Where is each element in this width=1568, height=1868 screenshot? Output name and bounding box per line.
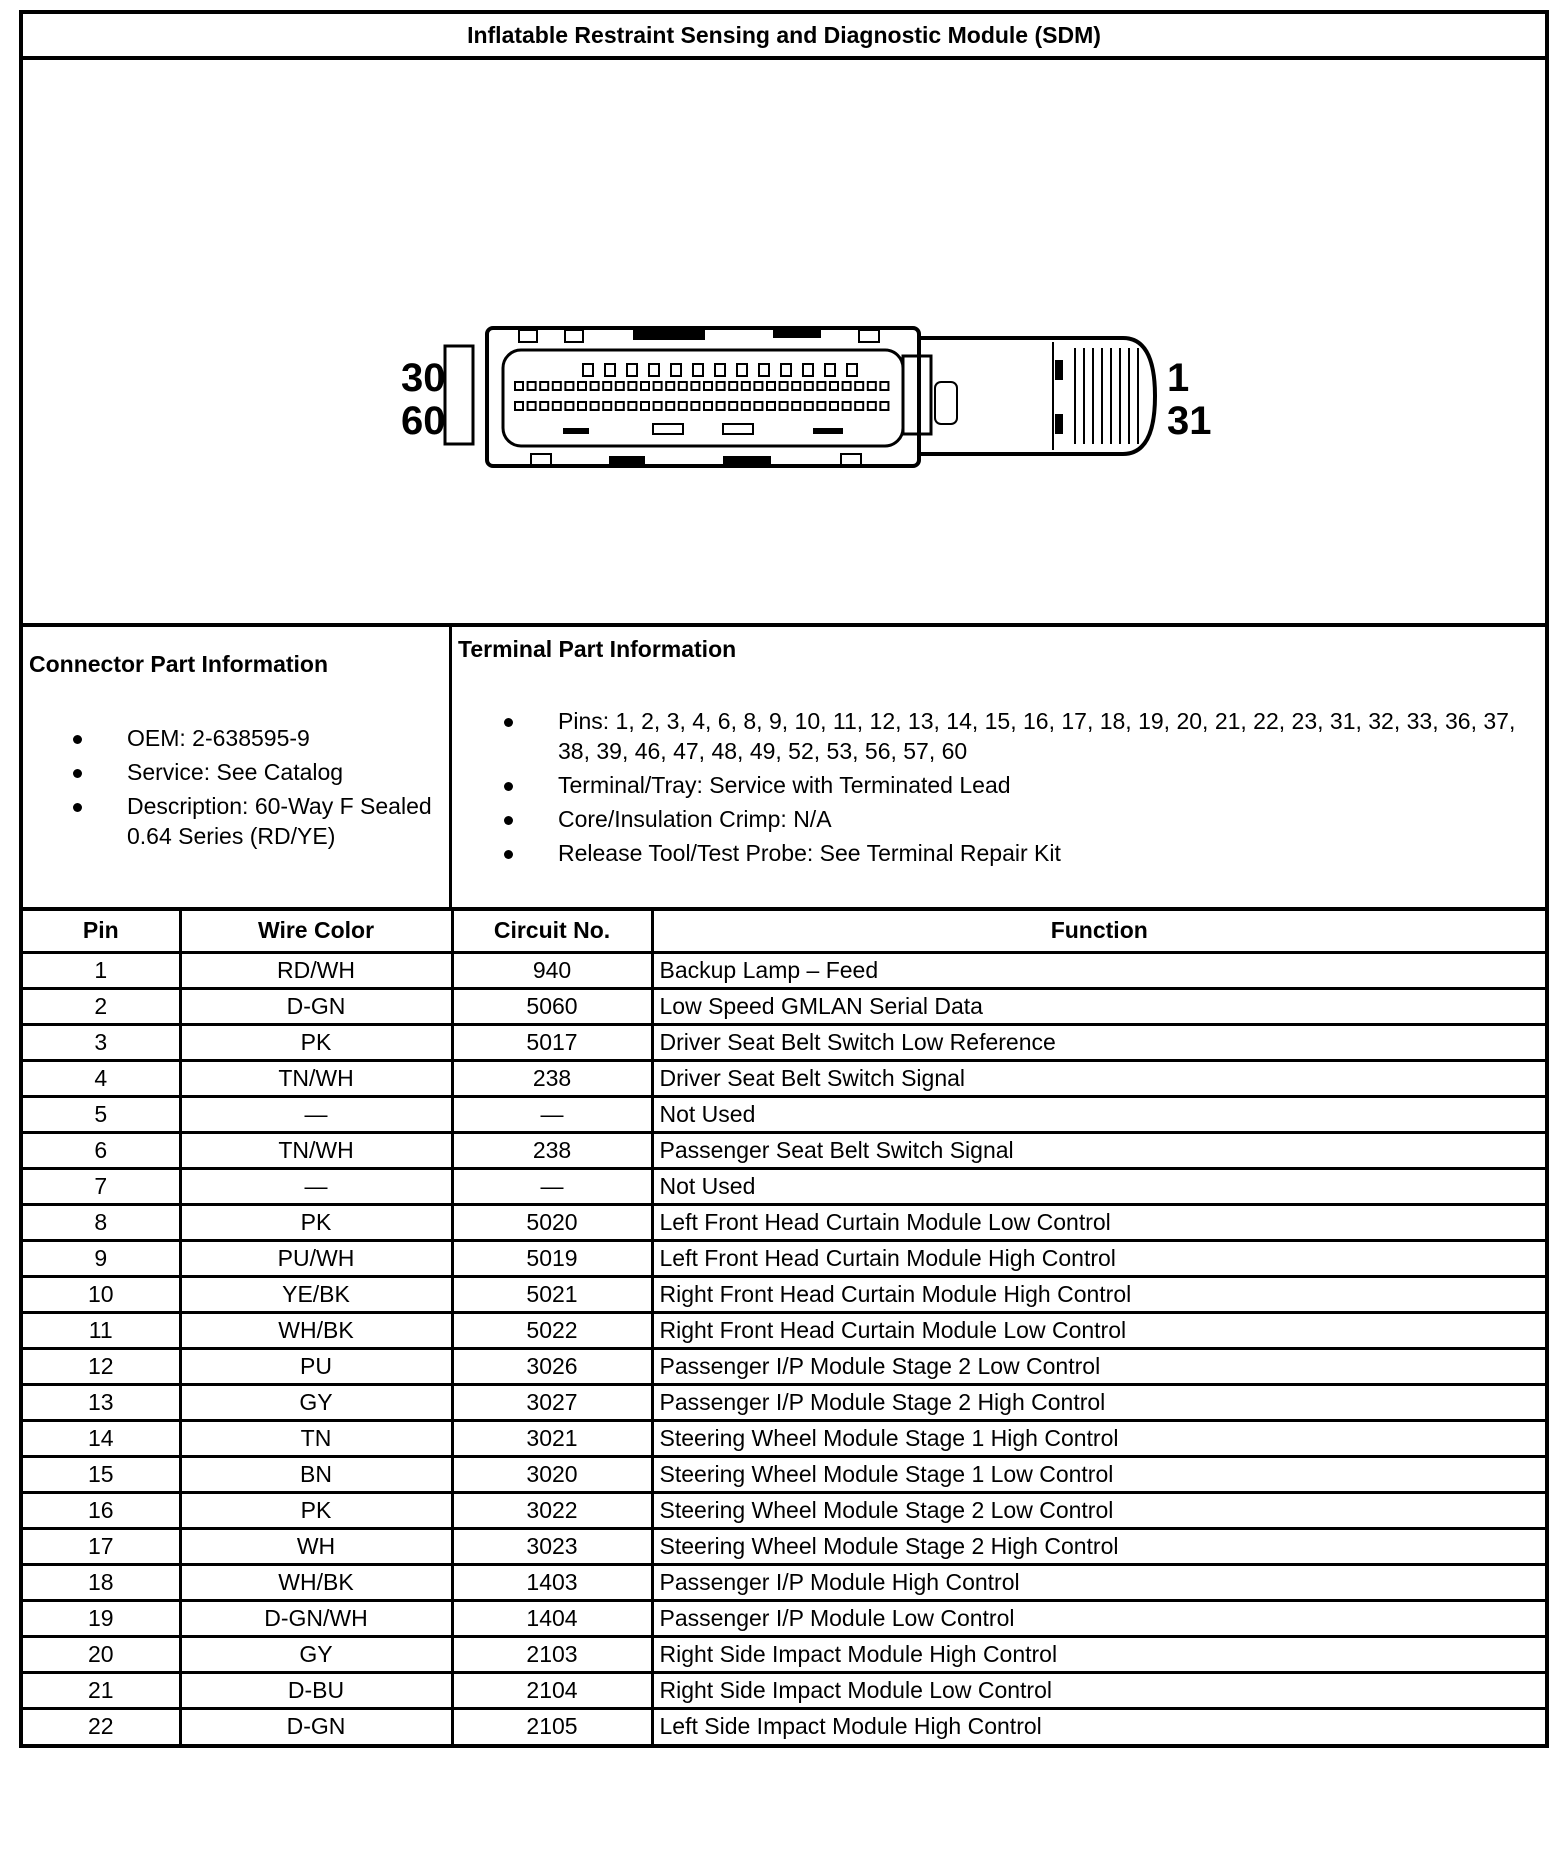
key-notch xyxy=(605,364,615,376)
list-item: Pins: 1, 2, 3, 4, 6, 8, 9, 10, 11, 12, 13, 14, 15, 16, 17, 18, 19, 20, 21, 22, 23, 31, 32, 33, 36, 37, 38, 39, 46, 47, 48, 49, 52, 53, 56, 57, 60 xyxy=(504,706,1544,766)
cell-pin: 21 xyxy=(23,1672,180,1708)
table-row xyxy=(23,1060,1545,1096)
pin-cavity-bottom xyxy=(515,402,523,410)
pin-cavity-top xyxy=(742,382,750,390)
list-item: Description: 60-Way F Sealed 0.64 Series (RD/YE) xyxy=(73,791,443,851)
key-notch xyxy=(649,364,659,376)
pin-cavity-top xyxy=(540,382,548,390)
table-row xyxy=(23,1096,1545,1132)
cell-function: Steering Wheel Module Stage 1 High Control xyxy=(652,1420,1545,1456)
terminal-part-info-heading: Terminal Part Information xyxy=(458,636,737,662)
cell-circuit-no: 3020 xyxy=(452,1456,652,1492)
table-row xyxy=(23,1672,1545,1708)
cell-pin: 1 xyxy=(23,952,180,988)
table-row xyxy=(23,1024,1545,1060)
pin-cavity-top xyxy=(754,382,762,390)
cell-wire-color: PU xyxy=(180,1348,452,1384)
cell-circuit-no: 940 xyxy=(452,952,652,988)
pin-cavity-bottom xyxy=(729,402,737,410)
cell-wire-color: GY xyxy=(180,1384,452,1420)
terminal-part-info-list xyxy=(504,706,1544,872)
cell-pin: 22 xyxy=(23,1708,180,1744)
table-row xyxy=(23,1600,1545,1636)
bullet-icon xyxy=(504,718,513,727)
cell-pin: 7 xyxy=(23,1168,180,1204)
part-information xyxy=(23,627,1545,911)
key-slot xyxy=(563,428,589,434)
key-notch xyxy=(803,364,813,376)
pin-cavity-bottom xyxy=(855,402,863,410)
cell-function: Right Side Impact Module Low Control xyxy=(652,1672,1545,1708)
pin-cavity-bottom xyxy=(754,402,762,410)
connector-end-view-sheet xyxy=(19,10,1549,1748)
cell-circuit-no: 3022 xyxy=(452,1492,652,1528)
cell-function: Not Used xyxy=(652,1168,1545,1204)
cell-function: Passenger I/P Module High Control xyxy=(652,1564,1545,1600)
pinout-table xyxy=(23,911,1545,1744)
pin-cavity-bottom xyxy=(691,402,699,410)
pin-cavity-bottom xyxy=(679,402,687,410)
cell-wire-color: BN xyxy=(180,1456,452,1492)
pin-row-1-30 xyxy=(515,364,888,390)
pin-cavity-bottom xyxy=(767,402,775,410)
table-row xyxy=(23,1168,1545,1204)
cell-wire-color: TN xyxy=(180,1420,452,1456)
cell-wire-color: D-BU xyxy=(180,1672,452,1708)
table-row xyxy=(23,1348,1545,1384)
cell-circuit-no: 3023 xyxy=(452,1528,652,1564)
table-row xyxy=(23,1564,1545,1600)
list-item: Service: See Catalog xyxy=(73,757,443,787)
housing-tab xyxy=(519,330,537,342)
column-header-function: Function xyxy=(652,911,1545,952)
cell-pin: 13 xyxy=(23,1384,180,1420)
cell-pin: 16 xyxy=(23,1492,180,1528)
housing-tab xyxy=(565,330,583,342)
pin-cavity-top xyxy=(628,382,636,390)
cell-circuit-no: 5017 xyxy=(452,1024,652,1060)
cell-pin: 3 xyxy=(23,1024,180,1060)
pin-cavity-bottom xyxy=(628,402,636,410)
table-row xyxy=(23,952,1545,988)
pin-cavity-top xyxy=(855,382,863,390)
cell-function: Passenger I/P Module Stage 2 High Control xyxy=(652,1384,1545,1420)
cell-circuit-no: 238 xyxy=(452,1060,652,1096)
housing-tab xyxy=(773,330,821,338)
cell-function: Left Front Head Curtain Module Low Control xyxy=(652,1204,1545,1240)
cell-wire-color: WH/BK xyxy=(180,1312,452,1348)
label-pin-1: 1 xyxy=(1167,356,1190,400)
pin-cavity-top xyxy=(880,382,888,390)
list-item: Terminal/Tray: Service with Terminated Lead xyxy=(504,770,1544,800)
cell-wire-color: D-GN xyxy=(180,1708,452,1744)
housing-tab xyxy=(859,330,879,342)
column-header-circuit-no: Circuit No. xyxy=(452,911,652,952)
table-row xyxy=(23,1204,1545,1240)
cell-pin: 8 xyxy=(23,1204,180,1240)
cell-wire-color: WH/BK xyxy=(180,1564,452,1600)
pin-cavity-top xyxy=(679,382,687,390)
pin-cavity-bottom xyxy=(717,402,725,410)
pin-cavity-bottom xyxy=(578,402,586,410)
list-item: OEM: 2-638595-9 xyxy=(73,723,443,753)
table-row xyxy=(23,1384,1545,1420)
side-lock xyxy=(935,382,957,424)
bullet-icon xyxy=(504,850,513,859)
pin-cavity-top xyxy=(515,382,523,390)
key-slot xyxy=(653,424,683,434)
cell-circuit-no: — xyxy=(452,1096,652,1132)
cpa-nub xyxy=(1055,360,1063,380)
cell-wire-color: YE/BK xyxy=(180,1276,452,1312)
bullet-icon xyxy=(73,735,82,744)
pin-cavity-top xyxy=(603,382,611,390)
pin-cavity-bottom xyxy=(603,402,611,410)
cell-function: Low Speed GMLAN Serial Data xyxy=(652,988,1545,1024)
page-title: Inflatable Restraint Sensing and Diagnostic Module (SDM) xyxy=(23,14,1545,60)
cpa-ribs xyxy=(1075,348,1138,444)
bullet-icon xyxy=(73,769,82,778)
terminal-part-info xyxy=(452,627,1545,907)
pin-cavity-top xyxy=(591,382,599,390)
cell-pin: 19 xyxy=(23,1600,180,1636)
cell-function: Right Front Head Curtain Module Low Control xyxy=(652,1312,1545,1348)
cell-wire-color: WH xyxy=(180,1528,452,1564)
table-row xyxy=(23,1456,1545,1492)
cell-circuit-no: 3027 xyxy=(452,1384,652,1420)
cell-function: Steering Wheel Module Stage 2 Low Control xyxy=(652,1492,1545,1528)
table-header-row xyxy=(23,911,1545,952)
cell-wire-color: PK xyxy=(180,1024,452,1060)
pin-row-31-60 xyxy=(515,402,888,410)
cell-circuit-no: 238 xyxy=(452,1132,652,1168)
pinout-table-body xyxy=(23,952,1545,1744)
cell-function: Passenger I/P Module Stage 2 Low Control xyxy=(652,1348,1545,1384)
cell-circuit-no: — xyxy=(452,1168,652,1204)
key-notch xyxy=(847,364,857,376)
pin-cavity-top xyxy=(565,382,573,390)
cell-pin: 2 xyxy=(23,988,180,1024)
table-row xyxy=(23,1276,1545,1312)
pin-cavity-top xyxy=(830,382,838,390)
pin-cavity-bottom xyxy=(792,402,800,410)
connector-part-info-list xyxy=(73,723,443,855)
pin-cavity-top xyxy=(843,382,851,390)
pin-cavity-bottom xyxy=(654,402,662,410)
cell-pin: 14 xyxy=(23,1420,180,1456)
connector-part-info-heading: Connector Part Information xyxy=(29,651,329,677)
cell-circuit-no: 1404 xyxy=(452,1600,652,1636)
cell-circuit-no: 3021 xyxy=(452,1420,652,1456)
pin-cavity-top xyxy=(691,382,699,390)
connector-drawing xyxy=(23,60,1545,623)
cell-circuit-no: 5019 xyxy=(452,1240,652,1276)
column-header-wire-color: Wire Color xyxy=(180,911,452,952)
pin-cavity-top xyxy=(654,382,662,390)
pin-cavity-top xyxy=(792,382,800,390)
cell-function: Backup Lamp – Feed xyxy=(652,952,1545,988)
cell-pin: 17 xyxy=(23,1528,180,1564)
cell-wire-color: PK xyxy=(180,1492,452,1528)
key-notch xyxy=(671,364,681,376)
column-header-pin: Pin xyxy=(23,911,180,952)
cell-circuit-no: 2103 xyxy=(452,1636,652,1672)
cell-wire-color: D-GN/WH xyxy=(180,1600,452,1636)
pin-cavity-bottom xyxy=(868,402,876,410)
pin-cavity-bottom xyxy=(666,402,674,410)
pin-cavity-top xyxy=(578,382,586,390)
cell-pin: 6 xyxy=(23,1132,180,1168)
cell-wire-color: TN/WH xyxy=(180,1132,452,1168)
pin-cavity-top xyxy=(868,382,876,390)
table-row xyxy=(23,988,1545,1024)
cell-pin: 5 xyxy=(23,1096,180,1132)
bullet-icon xyxy=(504,816,513,825)
pin-cavity-top xyxy=(767,382,775,390)
label-pin-31: 31 xyxy=(1167,399,1212,443)
pin-cavity-bottom xyxy=(742,402,750,410)
cell-pin: 10 xyxy=(23,1276,180,1312)
pin-cavity-bottom xyxy=(528,402,536,410)
pin-cavity-bottom xyxy=(540,402,548,410)
pin-cavity-bottom xyxy=(805,402,813,410)
bullet-icon xyxy=(504,782,513,791)
cell-pin: 4 xyxy=(23,1060,180,1096)
cell-function: Right Side Impact Module High Control xyxy=(652,1636,1545,1672)
table-row xyxy=(23,1240,1545,1276)
pin-cavity-bottom xyxy=(830,402,838,410)
pin-cavity-bottom xyxy=(616,402,624,410)
pin-cavity-top xyxy=(729,382,737,390)
cell-wire-color: — xyxy=(180,1096,452,1132)
pin-cavity-top xyxy=(528,382,536,390)
cell-pin: 15 xyxy=(23,1456,180,1492)
key-notch xyxy=(627,364,637,376)
cell-pin: 11 xyxy=(23,1312,180,1348)
list-item: Core/Insulation Crimp: N/A xyxy=(504,804,1544,834)
pin-cavity-top xyxy=(704,382,712,390)
table-row xyxy=(23,1708,1545,1744)
pin-cavity-bottom xyxy=(553,402,561,410)
cell-function: Steering Wheel Module Stage 2 High Control xyxy=(652,1528,1545,1564)
table-row xyxy=(23,1312,1545,1348)
cell-wire-color: D-GN xyxy=(180,988,452,1024)
pin-cavity-top xyxy=(817,382,825,390)
cell-circuit-no: 5060 xyxy=(452,988,652,1024)
connector-part-info xyxy=(23,627,452,907)
cell-circuit-no: 3026 xyxy=(452,1348,652,1384)
pin-cavity-bottom xyxy=(704,402,712,410)
cell-circuit-no: 5021 xyxy=(452,1276,652,1312)
housing-tab xyxy=(723,456,771,464)
key-slot xyxy=(813,428,843,434)
pin-cavity-top xyxy=(553,382,561,390)
pin-cavity-bottom xyxy=(641,402,649,410)
table-row xyxy=(23,1420,1545,1456)
pin-cavity-bottom xyxy=(817,402,825,410)
bullet-icon xyxy=(73,803,82,812)
cell-function: Left Side Impact Module High Control xyxy=(659,1713,1042,1740)
label-pin-30: 30 xyxy=(401,356,446,400)
pin-cavity-bottom xyxy=(591,402,599,410)
table-row xyxy=(23,1636,1545,1672)
cell-function: Right Front Head Curtain Module High Control xyxy=(652,1276,1545,1312)
key-notch xyxy=(825,364,835,376)
key-notch xyxy=(583,364,593,376)
key-notch xyxy=(759,364,769,376)
label-pin-60: 60 xyxy=(401,399,446,443)
cell-pin: 12 xyxy=(23,1348,180,1384)
key-notch xyxy=(715,364,725,376)
cell-function: Driver Seat Belt Switch Low Reference xyxy=(652,1024,1545,1060)
cell-function: Left Front Head Curtain Module High Control xyxy=(652,1240,1545,1276)
cell-wire-color: PU/WH xyxy=(180,1240,452,1276)
pin-cavity-top xyxy=(641,382,649,390)
cell-function: Passenger Seat Belt Switch Signal xyxy=(652,1132,1545,1168)
pin-cavity-top xyxy=(805,382,813,390)
housing-tab xyxy=(609,456,645,464)
pin-cavity-top xyxy=(666,382,674,390)
pin-cavity-bottom xyxy=(880,402,888,410)
list-item: Release Tool/Test Probe: See Terminal Repair Kit xyxy=(504,838,1544,868)
cell-circuit-no: 2105 xyxy=(452,1708,652,1744)
table-row xyxy=(23,1132,1545,1168)
pin-cavity-bottom xyxy=(565,402,573,410)
left-latch xyxy=(445,346,473,444)
cell-circuit-no: 2104 xyxy=(452,1672,652,1708)
housing-tab xyxy=(633,330,705,340)
key-slot xyxy=(723,424,753,434)
pin-cavity-top xyxy=(780,382,788,390)
pin-cavity-bottom xyxy=(780,402,788,410)
cell-wire-color: TN/WH xyxy=(180,1060,452,1096)
table-row xyxy=(23,1492,1545,1528)
cpa-nub xyxy=(1055,414,1063,434)
pin-cavity-top xyxy=(717,382,725,390)
table-row xyxy=(23,1528,1545,1564)
cell-pin: 18 xyxy=(23,1564,180,1600)
pin-cavity-bottom xyxy=(843,402,851,410)
cell-circuit-no: 1403 xyxy=(452,1564,652,1600)
cell-function: Steering Wheel Module Stage 1 Low Control xyxy=(652,1456,1545,1492)
cell-function: Driver Seat Belt Switch Signal xyxy=(652,1060,1545,1096)
pin-cavity-top xyxy=(616,382,624,390)
key-notch xyxy=(693,364,703,376)
cell-wire-color: RD/WH xyxy=(180,952,452,988)
cell-circuit-no: 5020 xyxy=(452,1204,652,1240)
cell-wire-color: GY xyxy=(180,1636,452,1672)
cell-pin: 9 xyxy=(23,1240,180,1276)
key-notch xyxy=(737,364,747,376)
connector-diagram xyxy=(23,60,1545,627)
key-notch xyxy=(781,364,791,376)
cell-function: Passenger I/P Module Low Control xyxy=(652,1600,1545,1636)
cell-circuit-no: 5022 xyxy=(452,1312,652,1348)
cell-function: Not Used xyxy=(652,1096,1545,1132)
cell-wire-color: — xyxy=(180,1168,452,1204)
cell-wire-color: PK xyxy=(180,1204,452,1240)
cell-pin: 20 xyxy=(23,1636,180,1672)
